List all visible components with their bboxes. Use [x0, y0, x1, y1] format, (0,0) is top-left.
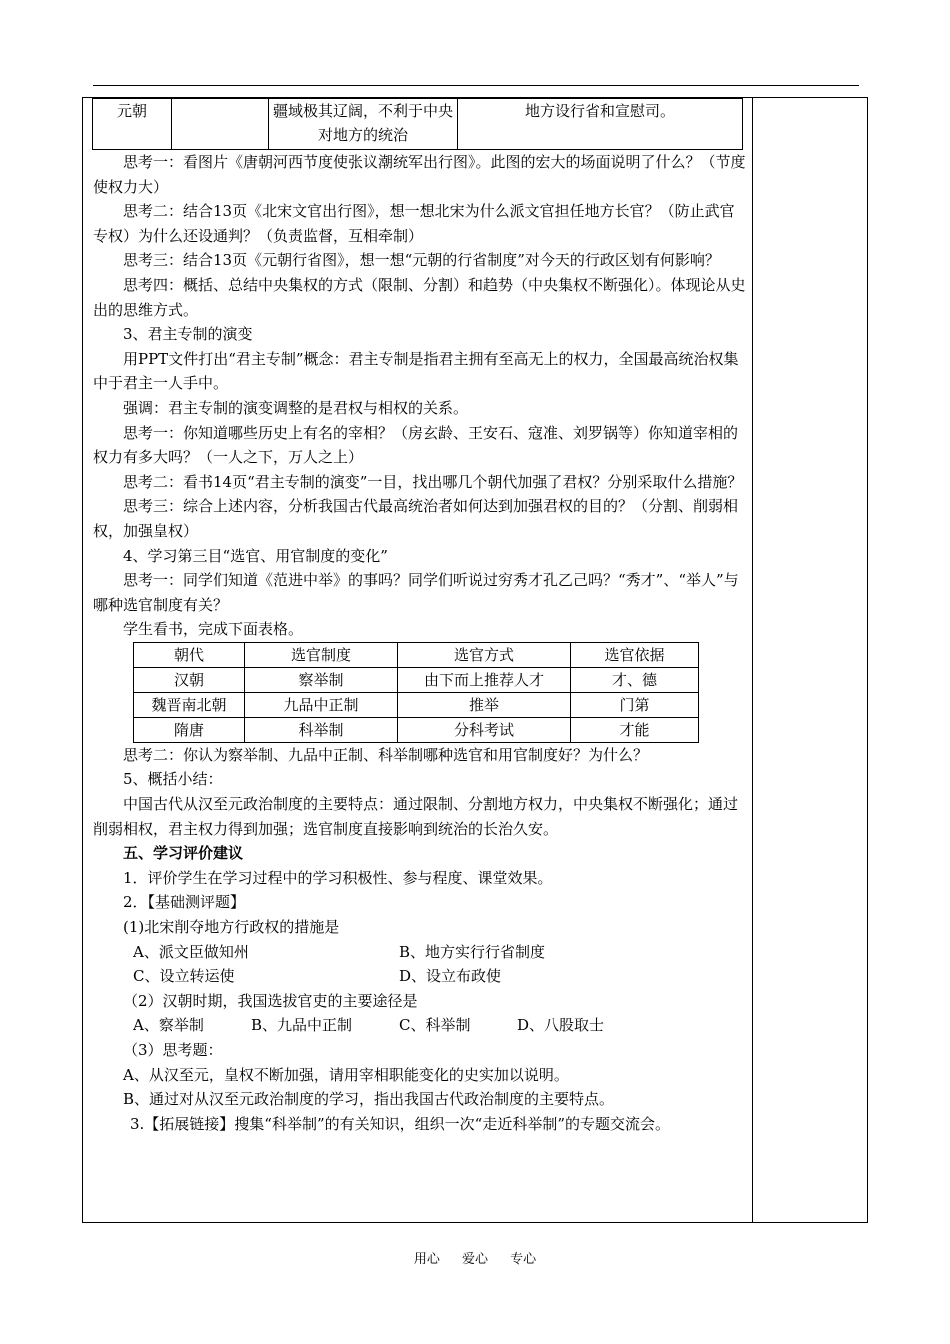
table-cell: 才能: [571, 717, 699, 742]
section-heading: 3、君主专制的演变: [123, 325, 253, 344]
frame-column-divider: [752, 97, 753, 1223]
think-paragraph: 思考四：概括、总结中央集权的方式（限制、分割）和趋势（中央集权不断强化）。体现论从史出的思维方式。: [93, 275, 746, 319]
dynasty-cell: 元朝: [93, 99, 172, 150]
question-item: B、通过对从汉至元政治制度的学习，指出我国古代政治制度的主要特点。: [123, 1090, 615, 1109]
question-stem: （3）思考题：: [123, 1041, 223, 1059]
table-cell: 科举制: [245, 717, 398, 742]
option-b: B、地方实行行省制度: [399, 942, 546, 961]
header-rule: [93, 85, 859, 86]
option-c: C、设立转运使: [133, 967, 235, 986]
table-header-cell: 选官依据: [571, 642, 699, 667]
evaluation-item: 1．评价学生在学习过程中的学习积极性、参与程度、课堂效果。: [123, 868, 553, 887]
section-heading: 4、学习第三目“选官、用官制度的变化”: [123, 546, 388, 565]
table-header-cell: 朝代: [134, 642, 245, 667]
question-stem: (1)北宋削夺地方行政权的措施是: [123, 918, 340, 937]
option-d: D、八股取士: [517, 1016, 605, 1035]
table-cell: 分科考试: [398, 717, 571, 742]
table-header-cell: 选官方式: [398, 642, 571, 667]
yuan-dynasty-table: [92, 98, 743, 150]
table-cell: 由下而上推荐人才: [398, 667, 571, 692]
paragraph: 思考一：同学们知道《范进中举》的事吗？同学们听说过穷秀才孔乙己吗？“秀才”、“举人”与哪种选官制度有关？: [93, 571, 739, 614]
question-options: [93, 940, 748, 965]
option-a: A、派文臣做知州: [133, 942, 249, 961]
summary-paragraph: 中国古代从汉至元政治制度的主要特点：通过限制、分割地方权力，中央集权不断强化；通过削弱相权，君主权力得到加强；选官制度直接影响到统治的长治久安。: [93, 795, 739, 838]
think-paragraph: 思考一：看图片《唐朝河西节度使张议潮统军出行图》。此图的宏大的场面说明了什么？（节度使权力大）: [93, 153, 746, 196]
question-item: A、从汉至元，皇权不断加强，请用宰相职能变化的史实加以说明。: [123, 1065, 569, 1084]
paragraph: 用PPT文件打出“君主专制”概念：君主专制是指君主拥有至高无上的权力，全国最高统治权集中于君主一人手中。: [93, 349, 739, 393]
table-row: [134, 717, 699, 742]
table-cell: 察举制: [245, 667, 398, 692]
page-footer: 用心 爱心 专心: [413, 1252, 537, 1267]
think-paragraph: 思考三：结合13页《元朝行省图》，想一想“元朝的行省制度”对今天的行政区划有何影响？: [123, 251, 720, 270]
option-a: A、察举制: [133, 1016, 204, 1035]
paragraph: 强调：君主专制的演变调整的是君权与相权的关系。: [123, 398, 469, 417]
problem-cell: 疆域极其辽阔，不利于中央对地方的统治: [269, 99, 458, 150]
empty-cell: [172, 99, 269, 150]
selection-system-table: [133, 642, 699, 743]
question-options: [93, 1013, 748, 1038]
table-header-row: [134, 642, 699, 667]
paragraph: 思考二：你认为察举制、九品中正制、科举制哪种选官和用官制度好？为什么？: [123, 745, 649, 764]
table-cell: 推举: [398, 692, 571, 717]
paragraph: 思考二：看书14页“君主专制的演变”一目，找出哪几个朝代加强了君权？分别采取什么措施？: [123, 472, 743, 491]
table-cell: 汉朝: [134, 667, 245, 692]
table-cell: 隋唐: [134, 717, 245, 742]
paragraph: 思考一：你知道哪些历史上有名的宰相？（房玄龄、王安石、寇准、刘罗锅等）你知道宰相的权力有多大吗？（一人之下，万人之上）: [93, 423, 739, 467]
table-cell: 魏晋南北朝: [134, 692, 245, 717]
lesson-content: [93, 150, 748, 1136]
think-paragraph: 思考二：结合13页《北宋文官出行图》，想一想北宋为什么派文官担任地方长官？（防止武官专权）为什么还设通判？（负责监督，互相牵制）: [93, 202, 735, 245]
option-b: B、九品中正制: [251, 1016, 353, 1035]
question-stem: （2）汉朝时期，我国选拔官吏的主要途径是: [123, 991, 418, 1010]
evaluation-item: 3.【拓展链接】搜集“科举制”的有关知识，组织一次“走近科举制”的专题交流会。: [130, 1114, 670, 1133]
option-c: C、科举制: [399, 1016, 471, 1035]
evaluation-heading: 五、学习评价建议: [123, 844, 244, 863]
table-cell: 九品中正制: [245, 692, 398, 717]
evaluation-item: 2．【基础测评题】: [123, 893, 246, 912]
option-d: D、设立布政使: [399, 967, 502, 986]
table-cell: 门第: [571, 692, 699, 717]
paragraph: 学生看书，完成下面表格。: [123, 620, 304, 639]
table-row: [134, 667, 699, 692]
question-options: [93, 964, 748, 989]
paragraph: 思考三：综合上述内容，分析我国古代最高统治者如何达到加强君权的目的？（分割、削弱相权，加强皇权）: [93, 497, 739, 540]
measure-cell: 地方设行省和宣慰司。: [458, 99, 743, 150]
section-heading: 5、概括小结：: [123, 770, 223, 789]
table-cell: 才、德: [571, 667, 699, 692]
table-header-cell: 选官制度: [245, 642, 398, 667]
table-row: [134, 692, 699, 717]
